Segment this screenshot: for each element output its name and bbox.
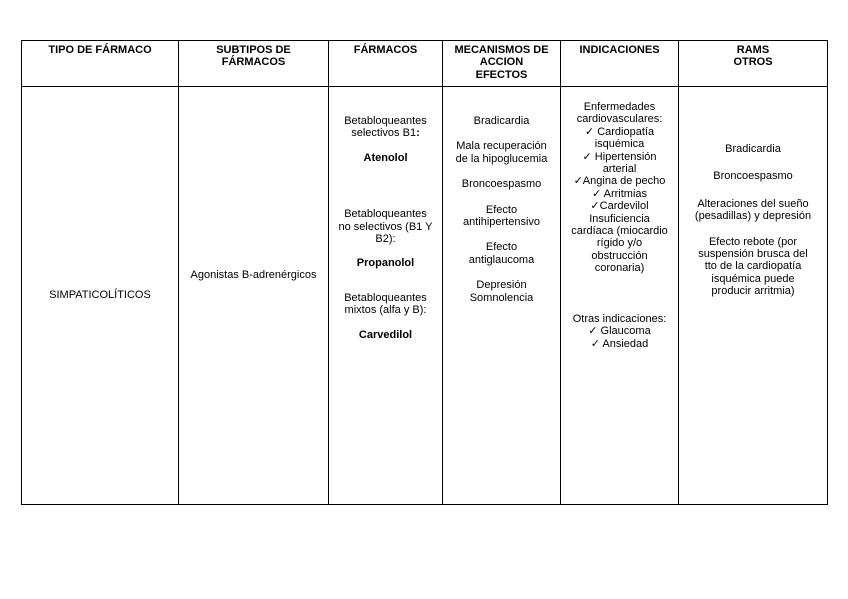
mecanismo-item: antihipertensivo — [462, 216, 541, 229]
indicacion-item: ✓ Hipertensión — [582, 150, 657, 163]
farmaco-label: Betabloqueantes — [344, 115, 427, 127]
subtipo-text: Agonistas B-adrenérgicos — [190, 269, 317, 282]
header-rams-text: RAMS OTROS — [733, 44, 773, 69]
farmaco-group-mixtos — [332, 292, 439, 341]
drug-name-atenolol: Atenolol — [363, 151, 408, 164]
header-mecanismos — [443, 41, 561, 87]
farmaco-label: no selectivos (B1 Y — [338, 220, 433, 233]
header-rams — [679, 41, 828, 87]
mecanismo-item: antiglaucoma — [468, 253, 535, 266]
indicacion-item: ✓Angina de pecho — [573, 175, 666, 188]
indicacion-item: ✓Cardevilol — [590, 200, 649, 213]
header-indicaciones — [561, 41, 679, 87]
drug-name-carvedilol: Carvedilol — [358, 328, 413, 341]
mecanismo-item: Broncoespasmo — [461, 178, 542, 191]
indicacion-item: ✓ Cardiopatía — [584, 125, 655, 138]
indicacion-item: coronaria) — [594, 262, 645, 275]
header-farmacos — [329, 41, 443, 87]
drug-name-propanolol: Propanolol — [356, 257, 415, 270]
header-indicaciones-text: INDICACIONES — [579, 44, 660, 56]
indicacion-item: ✓ Ansiedad — [590, 337, 649, 350]
ram-item: (pesadillas) y depresión — [694, 210, 812, 223]
indicacion-item: Otras indicaciones: — [572, 312, 667, 325]
indicacion-item: arterial — [602, 163, 637, 176]
ram-item: Efecto rebote (por — [708, 235, 798, 248]
indicacion-item: ✓ Glaucoma — [588, 325, 651, 338]
mecanismo-item: Mala recuperación — [456, 140, 547, 153]
cell-indicaciones — [561, 87, 679, 505]
mecanismo-item: Depresión — [476, 279, 527, 292]
farmaco-label: mixtos (alfa y B): — [344, 304, 427, 317]
indicacion-item: cardiovasculares: — [576, 113, 663, 126]
ram-item: Alteraciones del sueño — [697, 197, 809, 210]
cell-farmacos — [329, 87, 443, 505]
farmaco-label-part: selectivos B1 — [351, 127, 417, 140]
farmaco-label: Betabloqueantes — [344, 291, 427, 304]
ram-item: Bradicardia — [725, 143, 781, 155]
indicacion-item: rígido y/o — [596, 237, 643, 250]
mecanismo-item: Efecto — [485, 241, 518, 254]
ram-item: isquémica puede — [711, 272, 795, 285]
farmaco-group-no-selectivos — [332, 208, 439, 270]
farmaco-label: B2): — [375, 233, 396, 246]
mecanismo-item: de la hipoglucemia — [455, 152, 548, 165]
farmaco-group-selectivos — [332, 115, 439, 164]
cell-subtipo — [179, 87, 329, 505]
mecanismo-item: Bradicardia — [473, 115, 530, 127]
tipo-text: SIMPATICOLÍTICOS — [49, 289, 151, 302]
header-subtipos — [179, 41, 329, 87]
indicacion-item: Insuficiencia — [589, 212, 650, 225]
header-tipo-text: TIPO DE FÁRMACO — [48, 44, 152, 56]
header-mecanismos-text: MECANISMOS DE ACCION EFECTOS — [454, 44, 549, 81]
indicacion-item: obstrucción — [591, 249, 648, 262]
ram-item: suspensión brusca del — [698, 248, 808, 261]
header-tipo — [22, 41, 179, 87]
cell-tipo — [22, 87, 179, 505]
header-farmacos-text: FÁRMACOS — [353, 44, 418, 56]
ram-item: producir arritmia) — [711, 285, 795, 298]
farmaco-label — [332, 127, 439, 139]
mecanismo-item: Somnolencia — [469, 291, 534, 304]
pharmacology-table — [21, 40, 828, 505]
cell-rams — [679, 87, 828, 505]
ram-item: tto de la cardiopatía — [704, 260, 802, 273]
data-row — [22, 87, 828, 505]
farmaco-label-colon: : — [416, 127, 420, 140]
indicacion-item: cardíaca (miocardio — [571, 225, 668, 238]
mecanismo-item: Efecto — [485, 203, 518, 216]
farmaco-label: Betabloqueantes — [344, 208, 427, 221]
header-row — [22, 41, 828, 87]
indicacion-item: Enfermedades — [583, 101, 656, 113]
header-subtipos-text: SUBTIPOS DE FÁRMACOS — [216, 44, 291, 69]
ram-item: Broncoespasmo — [713, 170, 793, 183]
indicacion-item: isquémica — [594, 138, 645, 151]
cell-mecanismos — [443, 87, 561, 505]
indicacion-item: ✓ Arritmias — [591, 187, 648, 200]
